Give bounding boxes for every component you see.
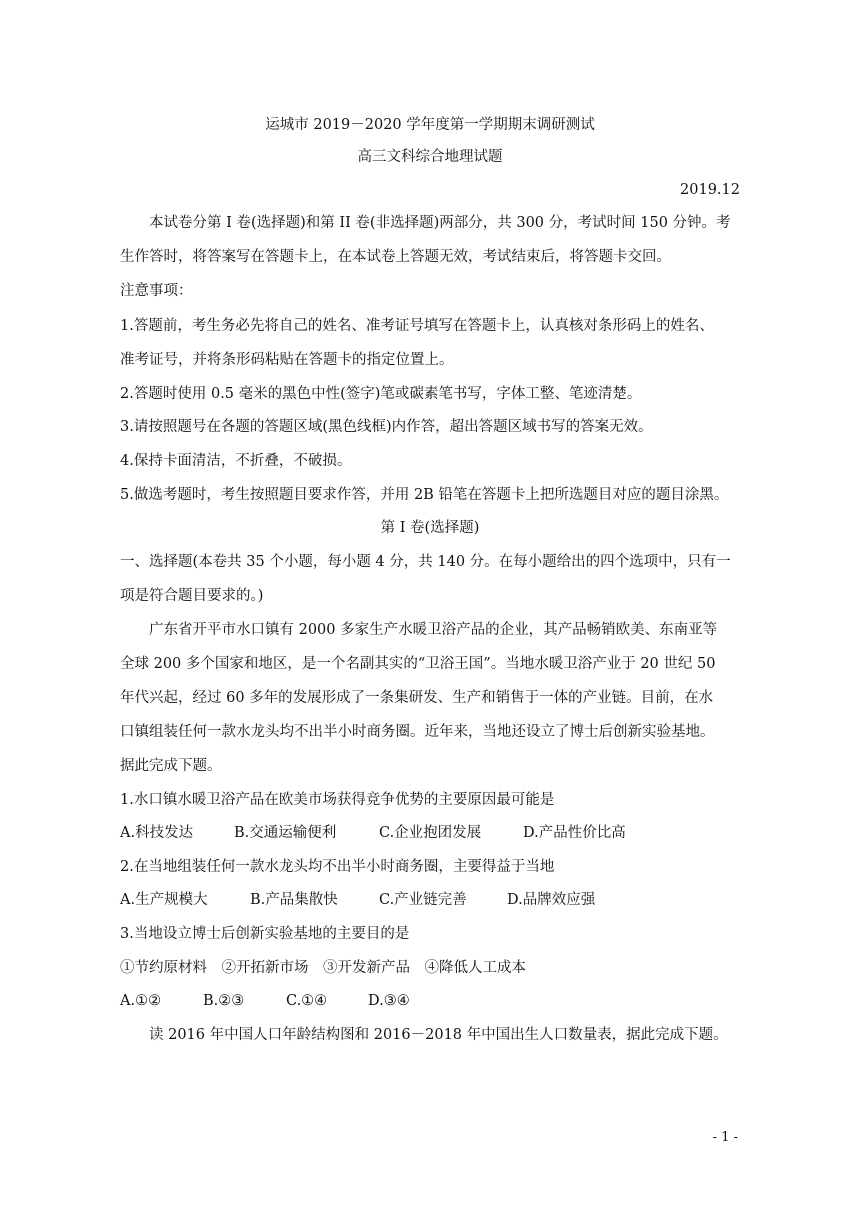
note-1b: 准考证号，并将条形码粘贴在答题卡的指定位置上。 <box>120 352 454 368</box>
exam-subtitle: 高三文科综合地理试题 <box>357 149 503 165</box>
note-1a: 1.答题前，考生务必先将自己的姓名、准考证号填写在答题卡上，认真核对条形码上的姓名、 <box>120 318 714 334</box>
q3-option-d: D.③④ <box>368 993 410 1009</box>
q1-option-c: C.企业抱团发展 <box>379 825 482 841</box>
section-instr-1: 一、选择题(本卷共 35 个小题，每小题 4 分，共 140 分。在每小题给出的四个选项中，只有一 <box>120 554 731 570</box>
note-3: 3.请按照题号在各题的答题区域(黑色线框)内作答，超出答题区域书写的答案无效。 <box>120 419 653 435</box>
q2-option-c: C.产业链完善 <box>379 892 467 908</box>
notes-heading: 注意事项： <box>120 283 193 299</box>
section-title: 第 I 卷(选择题) <box>380 520 480 536</box>
q1-option-b: B.交通运输便利 <box>234 825 337 841</box>
q3-option-c: C.①④ <box>286 993 328 1009</box>
q1-option-a: A.科技发达 <box>120 825 194 841</box>
q2-option-b: B.产品集散快 <box>250 892 338 908</box>
q2-option-a: A.生产规模大 <box>120 892 208 908</box>
question-3-options <box>120 991 740 1011</box>
passage-line-1: 广东省开平市水口镇有 2000 多家生产水暖卫浴产品的企业，其产品畅销欧美、东南亚等 <box>149 622 718 638</box>
q2-option-d: D.品牌效应强 <box>507 892 596 908</box>
passage-line-3: 年代兴起，经过 60 多年的发展形成了一条集研发、生产和销售于一体的产业链。目前，在水 <box>120 690 714 706</box>
question-3-stem: 3.当地设立博士后创新实验基地的主要目的是 <box>120 926 410 942</box>
note-2: 2.答题时使用 0.5 毫米的黑色中性(签字)笔或碳素笔书写，字体工整、笔迹清楚。 <box>120 386 642 402</box>
question-2-options <box>120 890 740 910</box>
q1-option-d: D.产品性价比高 <box>523 825 626 841</box>
q3-option-a: A.①② <box>120 993 162 1009</box>
question-1-options <box>120 823 740 843</box>
q3-option-b: B.②③ <box>203 993 245 1009</box>
intro-line-2: 生作答时，将答案写在答题卡上，在本试卷上答题无效，考试结束后，将答题卡交回。 <box>120 249 671 265</box>
section-instr-2: 项是符合题目要求的。) <box>120 588 264 604</box>
question-1-stem: 1.水口镇水暖卫浴产品在欧美市场获得竞争优势的主要原因最可能是 <box>120 792 555 808</box>
note-4: 4.保持卡面清洁，不折叠，不破损。 <box>120 453 352 469</box>
page-number: - 1 - <box>712 1130 738 1145</box>
exam-title: 运城市 2019－2020 学年度第一学期期末调研测试 <box>265 117 595 133</box>
passage-line-4: 口镇组装任何一款水龙头均不出半小时商务圈。近年来，当地还设立了博士后创新实验基地。 <box>120 724 715 740</box>
passage-line-2: 全球 200 多个国家和地区，是一个名副其实的“卫浴王国”。当地水暖卫浴产业于 20 世纪 50 <box>120 656 716 672</box>
exam-date: 2019.12 <box>680 182 740 198</box>
question-3-items: ①节约原材料 ②开拓新市场 ③开发新产品 ④降低人工成本 <box>120 960 526 976</box>
note-5: 5.做选考题时，考生按照题目要求作答，并用 2B 铅笔在答题卡上把所选题目对应的题目涂黑。 <box>120 487 729 503</box>
next-passage-intro: 读 2016 年中国人口年龄结构图和 2016－2018 年中国出生人口数量表，据此完成下题。 <box>149 1027 728 1043</box>
intro-line-1: 本试卷分第 I 卷(选择题)和第 II 卷(非选择题)两部分，共 300 分，考试时间 150 分钟。考 <box>149 215 731 231</box>
question-2-stem: 2.在当地组装任何一款水龙头均不出半小时商务圈，主要得益于当地 <box>120 859 555 875</box>
passage-line-5: 据此完成下题。 <box>120 758 222 774</box>
